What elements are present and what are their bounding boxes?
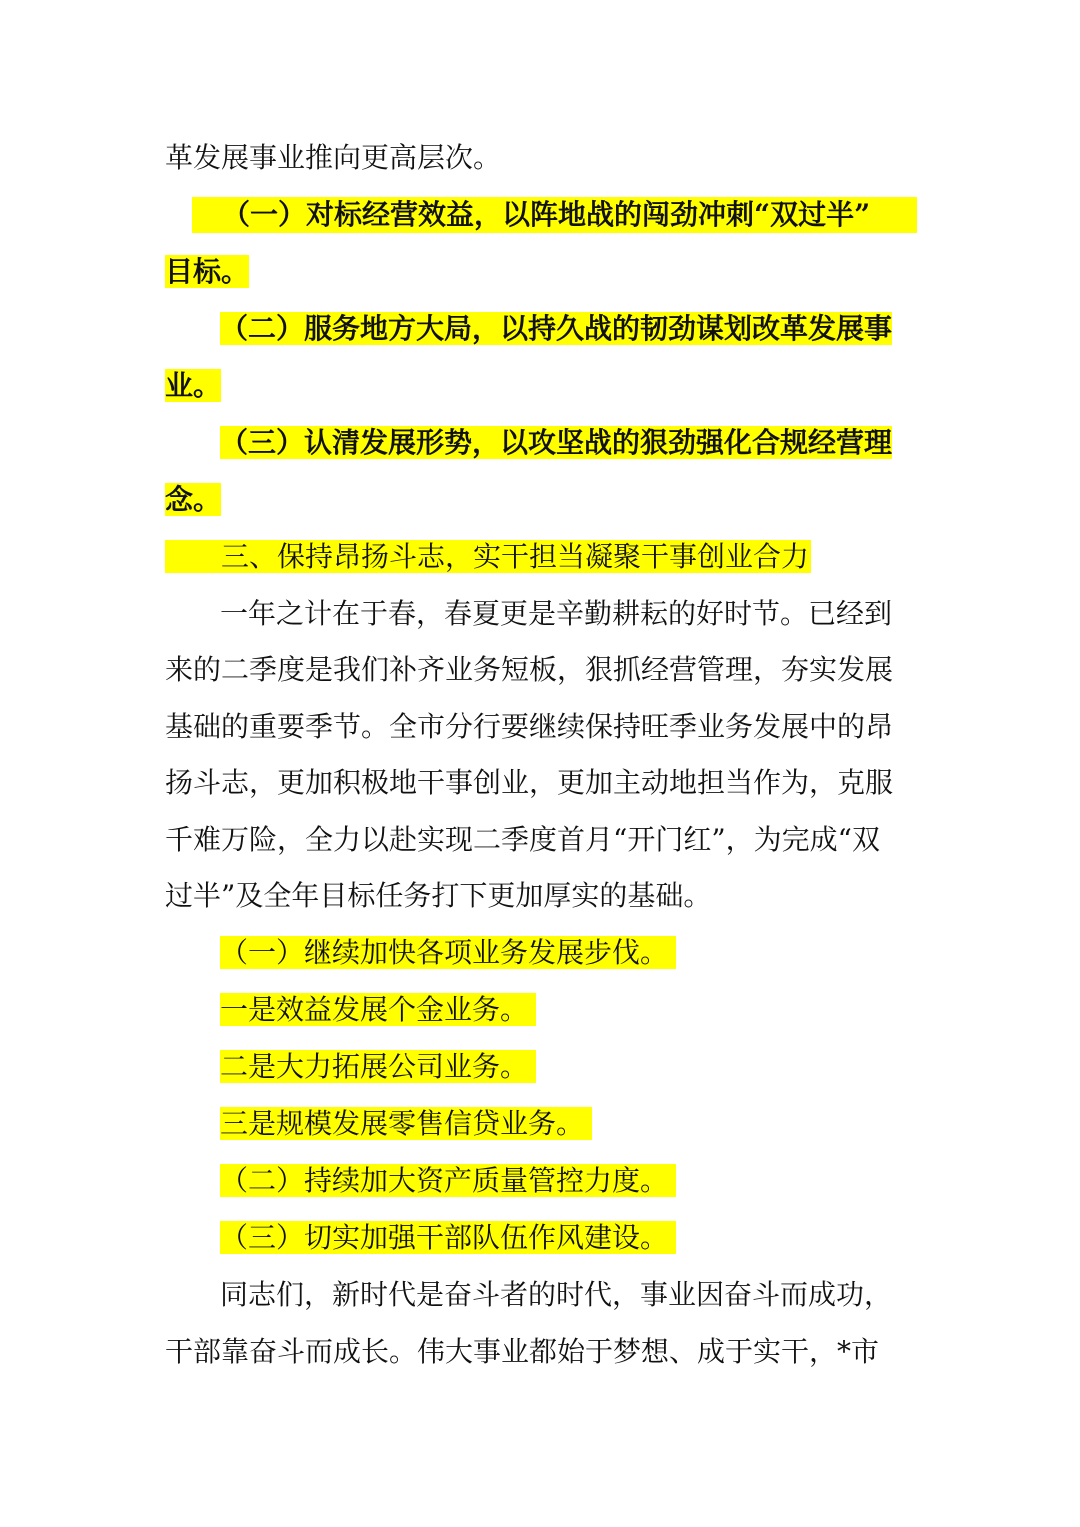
subheading-continuation [165,254,249,290]
highlighted-item: 二是大力拓展公司业务。 [220,1050,536,1083]
highlighted-item: （一）继续加快各项业务发展步伐。 [220,936,676,969]
text-span: 同志们，新时代是奋斗者的时代，事业因奋斗而成功， [220,1278,893,1311]
text-span: 干部靠奋斗而成长。伟大事业都始于梦想、成于实干，*市 [165,1335,880,1368]
highlighted-item: 三是规模发展零售信贷业务。 [220,1107,592,1140]
body-text-line [165,140,501,176]
highlighted-item: 一是效益发展个金业务。 [220,993,536,1026]
highlighted-item: （二）持续加大资产质量管控力度。 [220,1164,676,1197]
text-span: 一年之计在于春，春夏更是辛勤耕耘的好时节。已经到 [220,597,893,630]
subheading-line [220,425,892,461]
highlighted-subheading: （一）对标经营效益，以阵地战的闯劲冲刺“双过半” [192,197,917,233]
body-text-line [165,652,893,688]
body-text-line [165,1334,879,1370]
subheading-continuation [165,368,221,404]
subheading-continuation [165,482,221,518]
highlighted-subheading: （二）服务地方大局，以持久战的韧劲谋划改革发展事 [220,312,893,345]
body-text-line [165,822,880,858]
text-span: 基础的重要季节。全市分行要继续保持旺季业务发展中的昂 [165,710,894,743]
list-item [220,1106,592,1142]
body-text-line [220,1277,892,1313]
body-text-line [165,878,711,914]
highlighted-subheading: 业。 [165,369,222,402]
highlighted-subheading: 念。 [165,483,222,516]
text-span: 过半”及全年目标任务打下更加厚实的基础。 [165,879,712,912]
highlighted-subheading: （三）认清发展形势，以攻坚战的狠劲强化合规经营理 [220,426,893,459]
list-item [220,992,536,1028]
body-text-line [220,596,892,632]
text-span: 千难万险，全力以赴实现二季度首月“开门红”，为完成“双 [165,823,880,856]
body-text-line [165,709,893,745]
list-item [220,1220,676,1256]
section-heading: 三、保持昂扬斗志，实干担当凝聚干事创业合力 [165,540,811,573]
list-item [220,935,676,971]
body-text-line [165,765,893,801]
highlighted-subheading: 目标。 [165,255,250,288]
text-span: 来的二季度是我们补齐业务短板，狠抓经营管理，夯实发展 [165,653,894,686]
list-item [220,1163,676,1199]
subheading-line [192,197,917,233]
text-span: 革发展事业推向更高层次。 [165,141,502,174]
subheading-line [220,311,892,347]
list-item [220,1049,536,1085]
section-heading-line [165,539,811,575]
highlighted-item: （三）切实加强干部队伍作风建设。 [220,1221,676,1254]
text-span: 扬斗志，更加积极地干事创业，更加主动地担当作为，克服 [165,766,894,799]
